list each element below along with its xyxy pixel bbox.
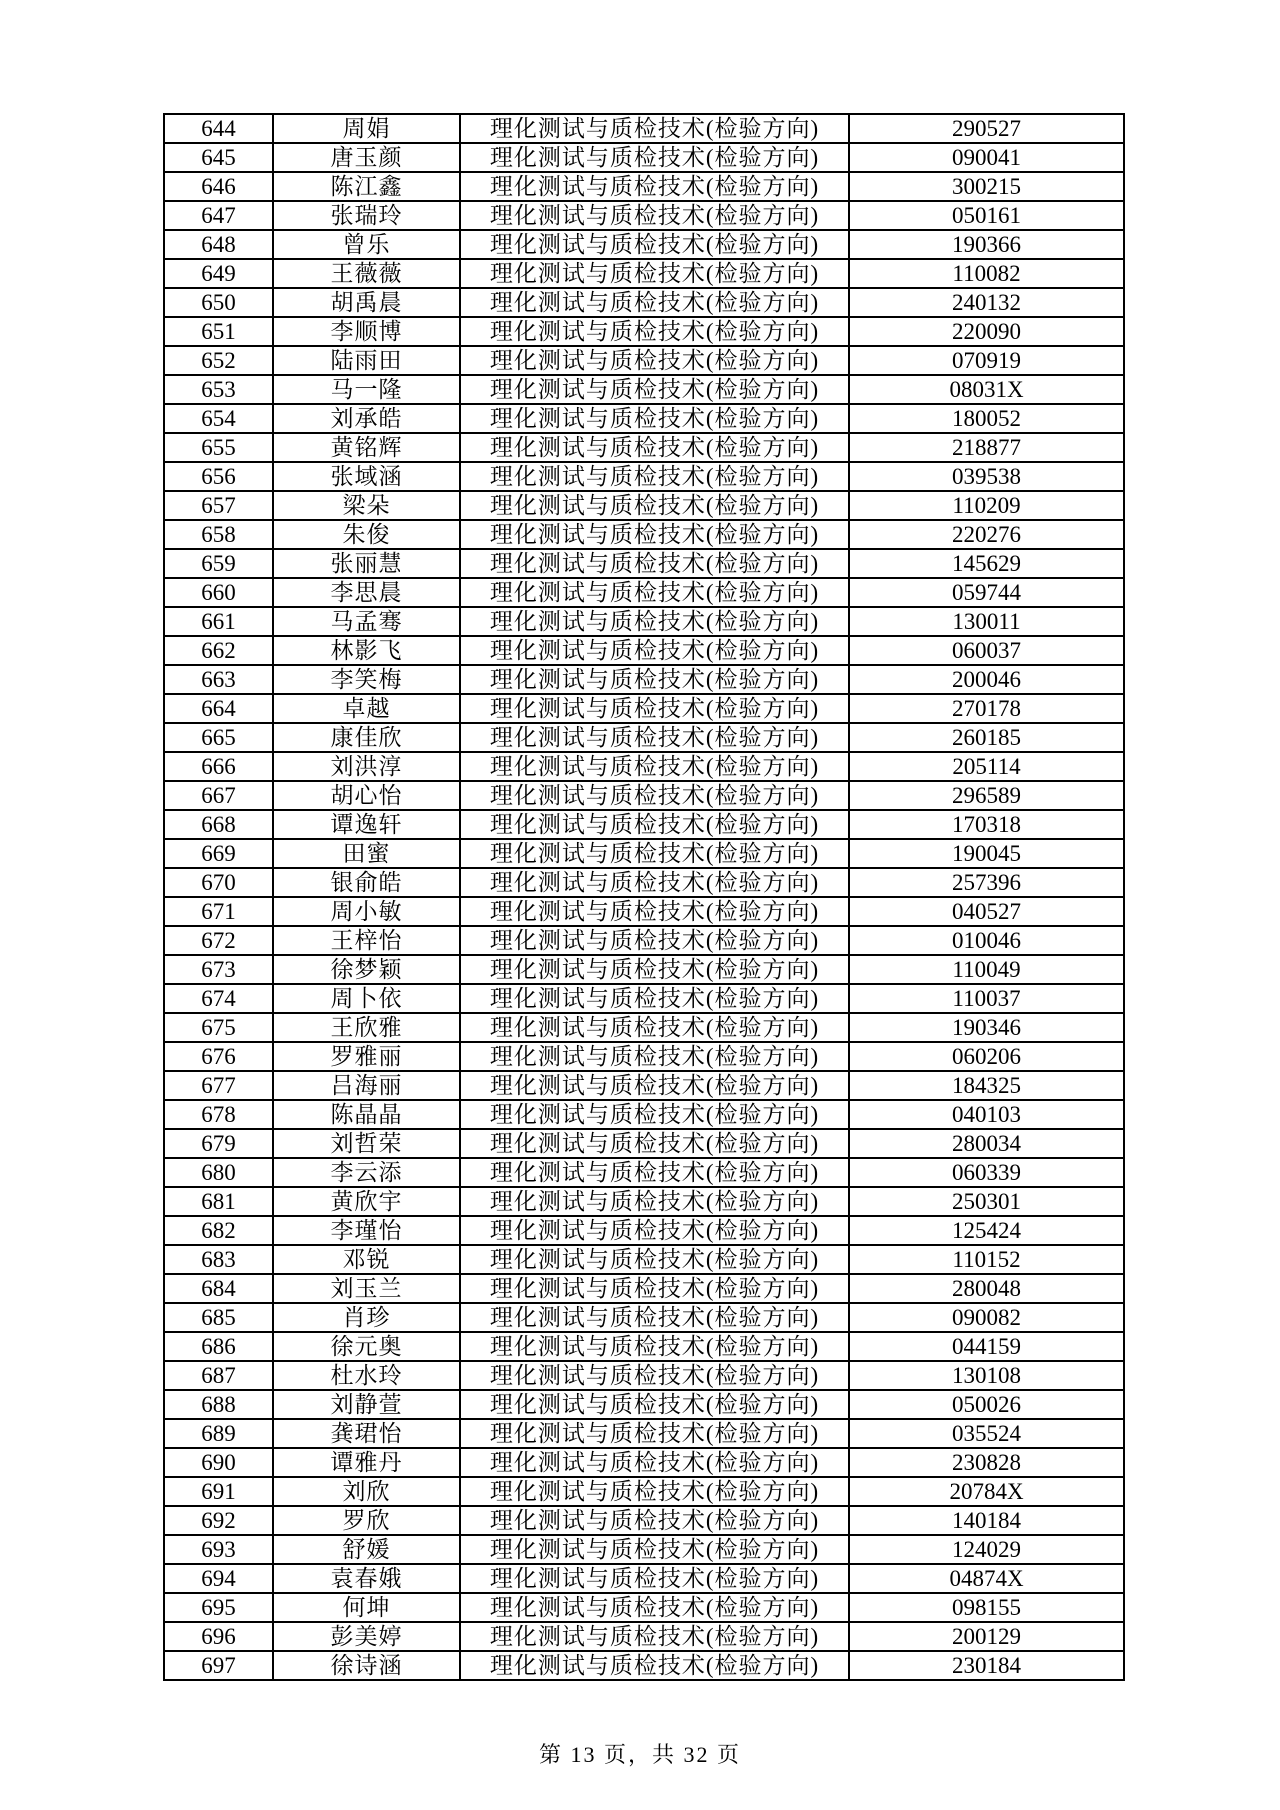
cell-code: 08031X xyxy=(849,375,1124,404)
cell-code: 205114 xyxy=(849,752,1124,781)
cell-no: 648 xyxy=(164,230,273,259)
cell-no: 656 xyxy=(164,462,273,491)
cell-code: 190045 xyxy=(849,839,1124,868)
table-row xyxy=(164,694,1124,723)
cell-program: 理化测试与质检技术(检验方向) xyxy=(460,375,849,404)
cell-name: 银俞皓 xyxy=(273,868,460,897)
cell-no: 663 xyxy=(164,665,273,694)
cell-code: 270178 xyxy=(849,694,1124,723)
cell-code: 060037 xyxy=(849,636,1124,665)
cell-no: 694 xyxy=(164,1564,273,1593)
cell-no: 680 xyxy=(164,1158,273,1187)
cell-no: 654 xyxy=(164,404,273,433)
cell-program: 理化测试与质检技术(检验方向) xyxy=(460,752,849,781)
table-row xyxy=(164,114,1124,143)
cell-program: 理化测试与质检技术(检验方向) xyxy=(460,810,849,839)
cell-program: 理化测试与质检技术(检验方向) xyxy=(460,1477,849,1506)
cell-program: 理化测试与质检技术(检验方向) xyxy=(460,1332,849,1361)
table-row xyxy=(164,1535,1124,1564)
cell-program: 理化测试与质检技术(检验方向) xyxy=(460,578,849,607)
cell-code: 180052 xyxy=(849,404,1124,433)
cell-code: 184325 xyxy=(849,1071,1124,1100)
cell-program: 理化测试与质检技术(检验方向) xyxy=(460,549,849,578)
cell-code: 04874X xyxy=(849,1564,1124,1593)
cell-name: 刘承皓 xyxy=(273,404,460,433)
cell-no: 658 xyxy=(164,520,273,549)
table-row xyxy=(164,317,1124,346)
cell-program: 理化测试与质检技术(检验方向) xyxy=(460,665,849,694)
cell-no: 690 xyxy=(164,1448,273,1477)
cell-code: 059744 xyxy=(849,578,1124,607)
table-row xyxy=(164,1303,1124,1332)
cell-program: 理化测试与质检技术(检验方向) xyxy=(460,1216,849,1245)
cell-no: 649 xyxy=(164,259,273,288)
cell-no: 647 xyxy=(164,201,273,230)
cell-no: 683 xyxy=(164,1245,273,1274)
cell-code: 039538 xyxy=(849,462,1124,491)
cell-name: 王欣雅 xyxy=(273,1013,460,1042)
cell-name: 周娟 xyxy=(273,114,460,143)
table-row xyxy=(164,462,1124,491)
cell-program: 理化测试与质检技术(检验方向) xyxy=(460,694,849,723)
cell-program: 理化测试与质检技术(检验方向) xyxy=(460,1419,849,1448)
cell-name: 刘欣 xyxy=(273,1477,460,1506)
cell-no: 691 xyxy=(164,1477,273,1506)
cell-no: 695 xyxy=(164,1593,273,1622)
cell-program: 理化测试与质检技术(检验方向) xyxy=(460,1390,849,1419)
table-row xyxy=(164,404,1124,433)
cell-name: 王薇薇 xyxy=(273,259,460,288)
cell-code: 200046 xyxy=(849,665,1124,694)
cell-no: 666 xyxy=(164,752,273,781)
cell-program: 理化测试与质检技术(检验方向) xyxy=(460,636,849,665)
cell-name: 马孟骞 xyxy=(273,607,460,636)
roster-table xyxy=(163,113,1125,1681)
cell-code: 124029 xyxy=(849,1535,1124,1564)
cell-no: 684 xyxy=(164,1274,273,1303)
cell-no: 655 xyxy=(164,433,273,462)
cell-name: 李笑梅 xyxy=(273,665,460,694)
cell-code: 230828 xyxy=(849,1448,1124,1477)
cell-no: 659 xyxy=(164,549,273,578)
table-row xyxy=(164,1564,1124,1593)
cell-name: 李云添 xyxy=(273,1158,460,1187)
cell-code: 130108 xyxy=(849,1361,1124,1390)
cell-code: 090041 xyxy=(849,143,1124,172)
cell-name: 徐元奥 xyxy=(273,1332,460,1361)
cell-name: 吕海丽 xyxy=(273,1071,460,1100)
table-row xyxy=(164,607,1124,636)
cell-code: 300215 xyxy=(849,172,1124,201)
table-row xyxy=(164,1361,1124,1390)
cell-program: 理化测试与质检技术(检验方向) xyxy=(460,346,849,375)
cell-code: 260185 xyxy=(849,723,1124,752)
cell-no: 685 xyxy=(164,1303,273,1332)
cell-name: 黄欣宇 xyxy=(273,1187,460,1216)
cell-program: 理化测试与质检技术(检验方向) xyxy=(460,926,849,955)
cell-code: 140184 xyxy=(849,1506,1124,1535)
cell-code: 220090 xyxy=(849,317,1124,346)
table-row xyxy=(164,665,1124,694)
cell-program: 理化测试与质检技术(检验方向) xyxy=(460,607,849,636)
cell-name: 袁春娥 xyxy=(273,1564,460,1593)
table-row xyxy=(164,433,1124,462)
cell-name: 朱俊 xyxy=(273,520,460,549)
cell-name: 马一隆 xyxy=(273,375,460,404)
cell-code: 250301 xyxy=(849,1187,1124,1216)
cell-code: 257396 xyxy=(849,868,1124,897)
cell-code: 110152 xyxy=(849,1245,1124,1274)
table-row xyxy=(164,346,1124,375)
cell-program: 理化测试与质检技术(检验方向) xyxy=(460,1593,849,1622)
cell-program: 理化测试与质检技术(检验方向) xyxy=(460,1506,849,1535)
table-row xyxy=(164,897,1124,926)
table-row xyxy=(164,1274,1124,1303)
cell-name: 曾乐 xyxy=(273,230,460,259)
cell-code: 125424 xyxy=(849,1216,1124,1245)
cell-program: 理化测试与质检技术(检验方向) xyxy=(460,1100,849,1129)
cell-name: 邓锐 xyxy=(273,1245,460,1274)
cell-code: 190346 xyxy=(849,1013,1124,1042)
cell-program: 理化测试与质检技术(检验方向) xyxy=(460,1013,849,1042)
table-row xyxy=(164,955,1124,984)
table-row xyxy=(164,143,1124,172)
table-row xyxy=(164,723,1124,752)
cell-program: 理化测试与质检技术(检验方向) xyxy=(460,1361,849,1390)
cell-name: 舒媛 xyxy=(273,1535,460,1564)
cell-name: 刘哲荣 xyxy=(273,1129,460,1158)
cell-program: 理化测试与质检技术(检验方向) xyxy=(460,1564,849,1593)
cell-code: 170318 xyxy=(849,810,1124,839)
cell-program: 理化测试与质检技术(检验方向) xyxy=(460,839,849,868)
table-row xyxy=(164,781,1124,810)
table-row xyxy=(164,1419,1124,1448)
table-row xyxy=(164,375,1124,404)
cell-program: 理化测试与质检技术(检验方向) xyxy=(460,172,849,201)
table-row xyxy=(164,1622,1124,1651)
cell-name: 胡禹晨 xyxy=(273,288,460,317)
cell-code: 290527 xyxy=(849,114,1124,143)
cell-name: 杜水玲 xyxy=(273,1361,460,1390)
table-row xyxy=(164,1216,1124,1245)
cell-program: 理化测试与质检技术(检验方向) xyxy=(460,897,849,926)
cell-program: 理化测试与质检技术(检验方向) xyxy=(460,1187,849,1216)
cell-program: 理化测试与质检技术(检验方向) xyxy=(460,1448,849,1477)
cell-name: 梁朵 xyxy=(273,491,460,520)
cell-name: 肖珍 xyxy=(273,1303,460,1332)
table-row xyxy=(164,491,1124,520)
cell-name: 陆雨田 xyxy=(273,346,460,375)
cell-name: 王梓怡 xyxy=(273,926,460,955)
cell-no: 679 xyxy=(164,1129,273,1158)
cell-code: 110049 xyxy=(849,955,1124,984)
table-row xyxy=(164,1100,1124,1129)
cell-name: 刘静萱 xyxy=(273,1390,460,1419)
table-row xyxy=(164,230,1124,259)
table-row xyxy=(164,1245,1124,1274)
cell-no: 692 xyxy=(164,1506,273,1535)
cell-code: 230184 xyxy=(849,1651,1124,1680)
cell-program: 理化测试与质检技术(检验方向) xyxy=(460,288,849,317)
cell-no: 682 xyxy=(164,1216,273,1245)
cell-program: 理化测试与质检技术(检验方向) xyxy=(460,1042,849,1071)
cell-program: 理化测试与质检技术(检验方向) xyxy=(460,1245,849,1274)
cell-no: 665 xyxy=(164,723,273,752)
cell-program: 理化测试与质检技术(检验方向) xyxy=(460,1535,849,1564)
cell-no: 670 xyxy=(164,868,273,897)
cell-name: 李顺博 xyxy=(273,317,460,346)
cell-name: 周卜依 xyxy=(273,984,460,1013)
cell-code: 110082 xyxy=(849,259,1124,288)
roster-table-body xyxy=(164,114,1124,1680)
cell-name: 何坤 xyxy=(273,1593,460,1622)
cell-name: 谭雅丹 xyxy=(273,1448,460,1477)
table-row xyxy=(164,1332,1124,1361)
table-row xyxy=(164,201,1124,230)
cell-no: 697 xyxy=(164,1651,273,1680)
cell-code: 044159 xyxy=(849,1332,1124,1361)
table-row xyxy=(164,1129,1124,1158)
cell-program: 理化测试与质检技术(检验方向) xyxy=(460,1071,849,1100)
cell-no: 646 xyxy=(164,172,273,201)
table-row xyxy=(164,578,1124,607)
cell-program: 理化测试与质检技术(检验方向) xyxy=(460,1274,849,1303)
cell-program: 理化测试与质检技术(检验方向) xyxy=(460,1651,849,1680)
cell-code: 090082 xyxy=(849,1303,1124,1332)
cell-no: 651 xyxy=(164,317,273,346)
cell-name: 林影飞 xyxy=(273,636,460,665)
cell-no: 688 xyxy=(164,1390,273,1419)
cell-name: 张丽慧 xyxy=(273,549,460,578)
cell-no: 653 xyxy=(164,375,273,404)
cell-program: 理化测试与质检技术(检验方向) xyxy=(460,143,849,172)
cell-no: 645 xyxy=(164,143,273,172)
page-footer: 第 13 页，共 32 页 xyxy=(538,1742,741,1767)
cell-name: 李思晨 xyxy=(273,578,460,607)
table-row xyxy=(164,1187,1124,1216)
cell-code: 218877 xyxy=(849,433,1124,462)
cell-program: 理化测试与质检技术(检验方向) xyxy=(460,259,849,288)
cell-code: 035524 xyxy=(849,1419,1124,1448)
cell-no: 674 xyxy=(164,984,273,1013)
cell-no: 687 xyxy=(164,1361,273,1390)
table-row xyxy=(164,636,1124,665)
cell-name: 刘玉兰 xyxy=(273,1274,460,1303)
cell-code: 240132 xyxy=(849,288,1124,317)
cell-code: 200129 xyxy=(849,1622,1124,1651)
cell-code: 050026 xyxy=(849,1390,1124,1419)
cell-no: 652 xyxy=(164,346,273,375)
cell-name: 徐梦颖 xyxy=(273,955,460,984)
cell-code: 098155 xyxy=(849,1593,1124,1622)
cell-code: 145629 xyxy=(849,549,1124,578)
cell-no: 661 xyxy=(164,607,273,636)
table-row xyxy=(164,868,1124,897)
cell-name: 谭逸轩 xyxy=(273,810,460,839)
cell-no: 664 xyxy=(164,694,273,723)
cell-program: 理化测试与质检技术(检验方向) xyxy=(460,868,849,897)
cell-code: 050161 xyxy=(849,201,1124,230)
cell-code: 060339 xyxy=(849,1158,1124,1187)
cell-name: 陈江鑫 xyxy=(273,172,460,201)
cell-code: 296589 xyxy=(849,781,1124,810)
cell-program: 理化测试与质检技术(检验方向) xyxy=(460,491,849,520)
cell-name: 周小敏 xyxy=(273,897,460,926)
cell-no: 644 xyxy=(164,114,273,143)
table-row xyxy=(164,1506,1124,1535)
cell-program: 理化测试与质检技术(检验方向) xyxy=(460,114,849,143)
cell-name: 田蜜 xyxy=(273,839,460,868)
table-row xyxy=(164,926,1124,955)
cell-program: 理化测试与质检技术(检验方向) xyxy=(460,433,849,462)
cell-program: 理化测试与质检技术(检验方向) xyxy=(460,317,849,346)
table-row xyxy=(164,259,1124,288)
cell-name: 康佳欣 xyxy=(273,723,460,752)
cell-name: 彭美婷 xyxy=(273,1622,460,1651)
cell-code: 220276 xyxy=(849,520,1124,549)
cell-name: 陈晶晶 xyxy=(273,1100,460,1129)
cell-no: 676 xyxy=(164,1042,273,1071)
cell-program: 理化测试与质检技术(检验方向) xyxy=(460,984,849,1013)
cell-program: 理化测试与质检技术(检验方向) xyxy=(460,404,849,433)
cell-no: 657 xyxy=(164,491,273,520)
cell-code: 040103 xyxy=(849,1100,1124,1129)
table-row xyxy=(164,549,1124,578)
table-row xyxy=(164,752,1124,781)
table-row xyxy=(164,1477,1124,1506)
cell-name: 罗欣 xyxy=(273,1506,460,1535)
cell-name: 罗雅丽 xyxy=(273,1042,460,1071)
cell-code: 130011 xyxy=(849,607,1124,636)
cell-no: 662 xyxy=(164,636,273,665)
cell-program: 理化测试与质检技术(检验方向) xyxy=(460,520,849,549)
cell-code: 280048 xyxy=(849,1274,1124,1303)
cell-program: 理化测试与质检技术(检验方向) xyxy=(460,201,849,230)
cell-code: 110037 xyxy=(849,984,1124,1013)
cell-code: 280034 xyxy=(849,1129,1124,1158)
table-row xyxy=(164,1042,1124,1071)
cell-no: 696 xyxy=(164,1622,273,1651)
cell-name: 龚珺怡 xyxy=(273,1419,460,1448)
cell-name: 唐玉颜 xyxy=(273,143,460,172)
cell-program: 理化测试与质检技术(检验方向) xyxy=(460,1129,849,1158)
cell-no: 660 xyxy=(164,578,273,607)
cell-name: 张域涵 xyxy=(273,462,460,491)
cell-no: 672 xyxy=(164,926,273,955)
cell-program: 理化测试与质检技术(检验方向) xyxy=(460,1303,849,1332)
cell-no: 669 xyxy=(164,839,273,868)
cell-name: 胡心怡 xyxy=(273,781,460,810)
cell-name: 黄铭辉 xyxy=(273,433,460,462)
cell-code: 040527 xyxy=(849,897,1124,926)
cell-no: 671 xyxy=(164,897,273,926)
cell-name: 张瑞玲 xyxy=(273,201,460,230)
cell-program: 理化测试与质检技术(检验方向) xyxy=(460,723,849,752)
table-row xyxy=(164,1651,1124,1680)
cell-code: 110209 xyxy=(849,491,1124,520)
cell-code: 20784X xyxy=(849,1477,1124,1506)
table-row xyxy=(164,520,1124,549)
cell-no: 650 xyxy=(164,288,273,317)
cell-no: 673 xyxy=(164,955,273,984)
cell-code: 070919 xyxy=(849,346,1124,375)
cell-no: 693 xyxy=(164,1535,273,1564)
cell-program: 理化测试与质检技术(检验方向) xyxy=(460,462,849,491)
table-row xyxy=(164,288,1124,317)
cell-no: 681 xyxy=(164,1187,273,1216)
cell-name: 徐诗涵 xyxy=(273,1651,460,1680)
cell-no: 689 xyxy=(164,1419,273,1448)
cell-program: 理化测试与质检技术(检验方向) xyxy=(460,955,849,984)
table-row xyxy=(164,1448,1124,1477)
table-row xyxy=(164,172,1124,201)
cell-name: 李瑾怡 xyxy=(273,1216,460,1245)
table-row xyxy=(164,1071,1124,1100)
cell-code: 190366 xyxy=(849,230,1124,259)
cell-name: 卓越 xyxy=(273,694,460,723)
cell-program: 理化测试与质检技术(检验方向) xyxy=(460,1158,849,1187)
table-row xyxy=(164,1390,1124,1419)
table-row xyxy=(164,839,1124,868)
table-row xyxy=(164,984,1124,1013)
cell-no: 686 xyxy=(164,1332,273,1361)
table-row xyxy=(164,1013,1124,1042)
cell-name: 刘洪淳 xyxy=(273,752,460,781)
table-row xyxy=(164,1593,1124,1622)
cell-code: 010046 xyxy=(849,926,1124,955)
cell-no: 678 xyxy=(164,1100,273,1129)
cell-code: 060206 xyxy=(849,1042,1124,1071)
cell-no: 667 xyxy=(164,781,273,810)
cell-no: 675 xyxy=(164,1013,273,1042)
table-row xyxy=(164,810,1124,839)
cell-program: 理化测试与质检技术(检验方向) xyxy=(460,230,849,259)
cell-program: 理化测试与质检技术(检验方向) xyxy=(460,1622,849,1651)
table-row xyxy=(164,1158,1124,1187)
cell-program: 理化测试与质检技术(检验方向) xyxy=(460,781,849,810)
cell-no: 668 xyxy=(164,810,273,839)
cell-no: 677 xyxy=(164,1071,273,1100)
